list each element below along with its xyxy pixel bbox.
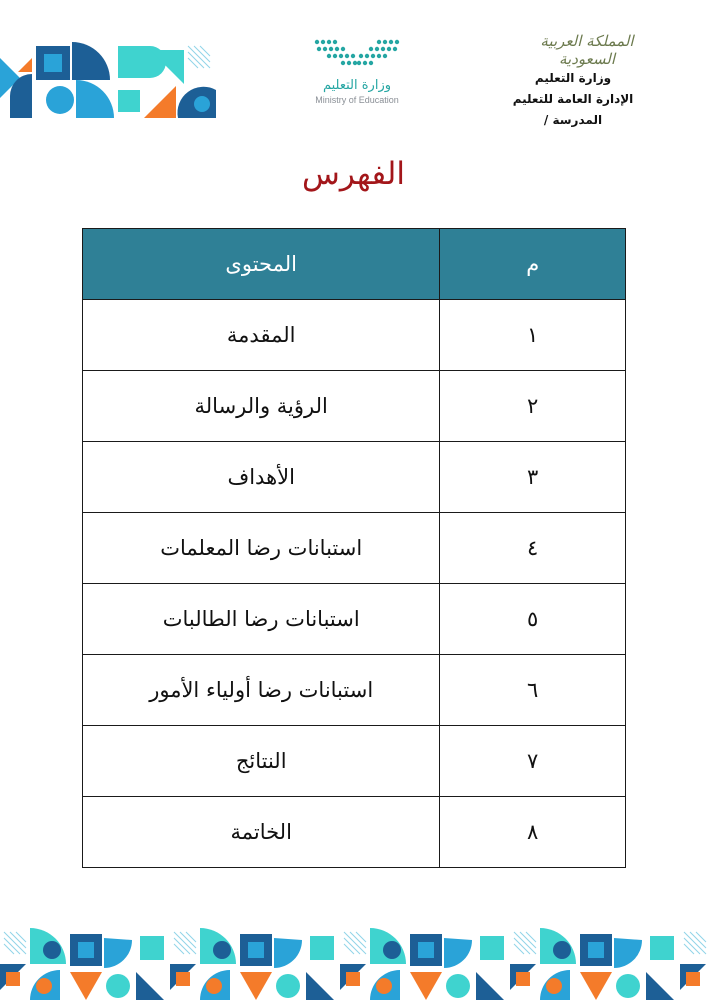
toc-header-number: م [440, 229, 626, 300]
toc-header-content: المحتوى [83, 229, 440, 300]
toc-row-number: ٦ [440, 655, 626, 726]
toc-table [82, 228, 626, 868]
toc-row-content: المقدمة [83, 300, 440, 371]
table-row [83, 442, 626, 513]
toc-row-number: ١ [440, 300, 626, 371]
logo-english-text: Ministry of Education [315, 95, 399, 105]
toc-row-number: ٣ [440, 442, 626, 513]
table-row [83, 300, 626, 371]
table-row [83, 726, 626, 797]
toc-row-content: استبانات رضا أولياء الأمور [83, 655, 440, 726]
logo-arabic-text: وزارة التعليم [322, 78, 392, 93]
ministry-of-education-logo-icon [307, 36, 407, 76]
table-row [83, 371, 626, 442]
toc-row-content: استبانات رضا المعلمات [83, 513, 440, 584]
ministry-of-education-logo [282, 36, 432, 112]
table-row [83, 513, 626, 584]
decorative-pattern-bottom [0, 928, 707, 1000]
header-ministry: وزارة التعليم [534, 71, 612, 85]
toc-row-number: ٤ [440, 513, 626, 584]
table-row [83, 584, 626, 655]
toc-row-content: الرؤية والرسالة [83, 371, 440, 442]
toc-row-content: الخاتمة [83, 797, 440, 868]
toc-row-number: ٧ [440, 726, 626, 797]
toc-row-content: استبانات رضا الطالبات [83, 584, 440, 655]
header-directorate: الإدارة العامة للتعليم [512, 92, 634, 106]
toc-header-row [83, 229, 626, 300]
toc-row-number: ٢ [440, 371, 626, 442]
table-row [83, 797, 626, 868]
table-row [83, 655, 626, 726]
toc-row-content: النتائج [83, 726, 440, 797]
header-school: المدرسة / [543, 113, 603, 127]
page-title: الفهرس [302, 156, 405, 192]
header-lines [490, 68, 656, 131]
decorative-pattern-top [0, 40, 216, 118]
toc-row-number: ٥ [440, 584, 626, 655]
toc-row-number: ٨ [440, 797, 626, 868]
toc-row-content: الأهداف [83, 442, 440, 513]
kingdom-title: المملكة العربية السعودية [540, 32, 634, 68]
